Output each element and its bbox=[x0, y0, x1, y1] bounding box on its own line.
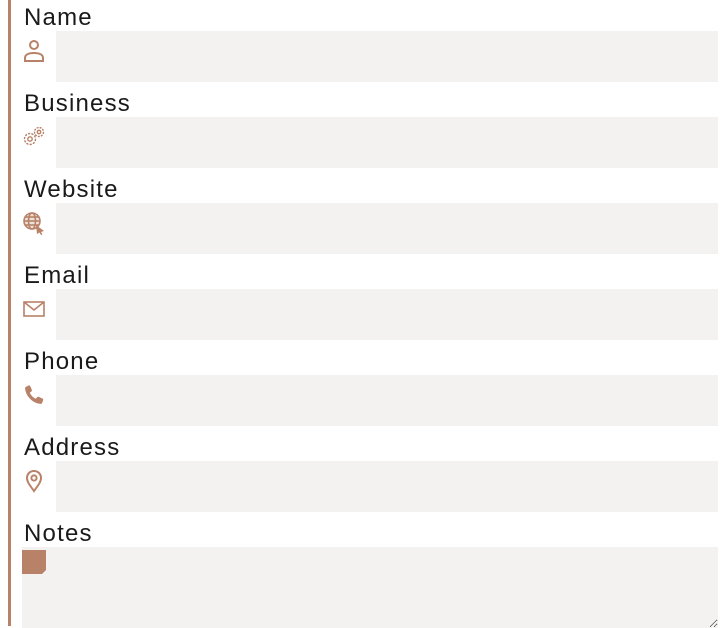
notes-label: Notes bbox=[24, 520, 93, 547]
name-input[interactable] bbox=[56, 31, 718, 82]
business-input[interactable] bbox=[56, 117, 718, 168]
email-label: Email bbox=[24, 262, 91, 289]
gears-icon bbox=[22, 125, 46, 149]
accent-bar bbox=[8, 0, 11, 626]
phone-input[interactable] bbox=[56, 375, 718, 426]
notes-field bbox=[22, 516, 714, 626]
contact-form bbox=[22, 0, 714, 626]
email-field bbox=[22, 258, 714, 344]
email-input[interactable] bbox=[56, 289, 718, 340]
phone-field bbox=[22, 344, 714, 430]
phone-label: Phone bbox=[24, 348, 100, 375]
map-pin-icon bbox=[22, 469, 46, 493]
business-label: Business bbox=[24, 90, 131, 117]
address-input[interactable] bbox=[56, 461, 718, 512]
globe-cursor-icon bbox=[22, 211, 46, 235]
business-field bbox=[22, 86, 714, 172]
website-input[interactable] bbox=[56, 203, 718, 254]
person-icon bbox=[22, 39, 46, 63]
envelope-icon bbox=[22, 297, 46, 321]
name-field bbox=[22, 0, 714, 86]
website-field bbox=[22, 172, 714, 258]
name-label: Name bbox=[24, 4, 93, 31]
address-field bbox=[22, 430, 714, 516]
address-label: Address bbox=[24, 434, 121, 461]
notes-textarea[interactable] bbox=[22, 547, 718, 628]
note-icon bbox=[22, 550, 46, 574]
website-label: Website bbox=[24, 176, 119, 203]
phone-icon bbox=[22, 383, 46, 407]
